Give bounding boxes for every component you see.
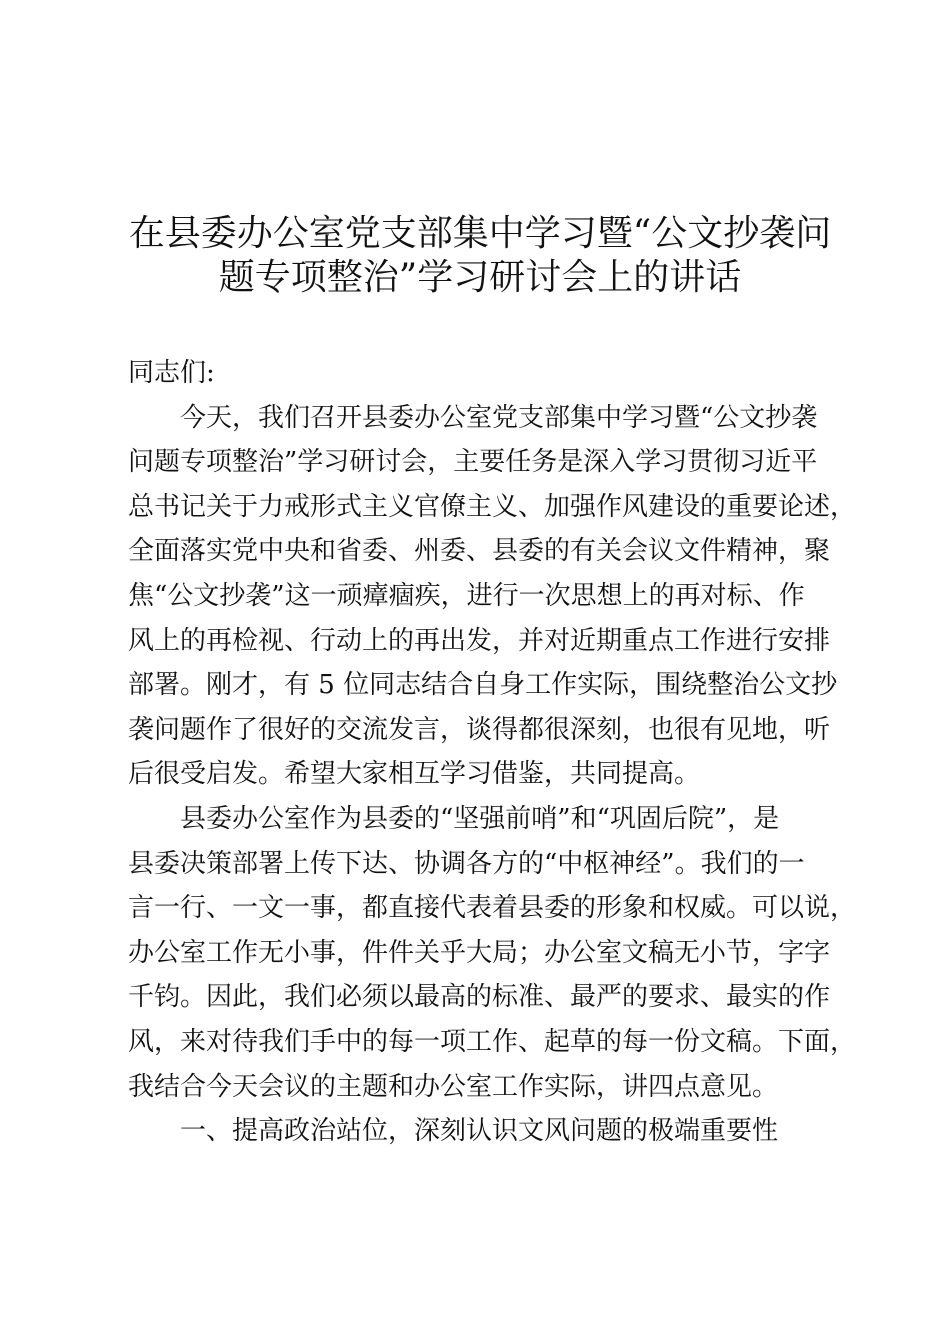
document-title	[110, 212, 850, 300]
paragraph-1-line: 今天，我们召开县委办公室党支部集中学习暨“公文抄袭	[180, 402, 818, 433]
paragraph-1-line: 问题专项整治”学习研讨会，主要任务是深入学习贯彻习近平	[128, 447, 818, 478]
paragraph-1-line: 袭问题作了很好的交流发言，谈得都很深刻，也很有见地，听	[128, 714, 831, 745]
paragraph-2-line: 言一行、一文一事，都直接代表着县委的形象和权威。可以说，	[128, 893, 857, 924]
paragraph-2-line: 县委决策部署上传下达、协调各方的“中枢神经”。我们的一	[128, 848, 805, 879]
paragraph-2-line: 我结合今天会议的主题和办公室工作实际，讲四点意见。	[128, 1071, 779, 1102]
title-line-2: 题专项整治”学习研讨会上的讲话	[218, 257, 742, 298]
paragraph-2	[128, 797, 857, 1109]
section-heading-text: 一、提高政治站位，深刻认识文风问题的极端重要性	[180, 1116, 779, 1147]
paragraph-2-line: 风，来对待我们手中的每一项工作、起草的每一份文稿。下面，	[128, 1026, 857, 1057]
paragraph-1-line: 总书记关于力戒形式主义官僚主义、加强作风建设的重要论述，	[128, 491, 857, 522]
document-body	[128, 351, 857, 1154]
paragraph-1-line: 全面落实党中央和省委、州委、县委的有关会议文件精神，聚	[128, 536, 831, 567]
salutation-text: 同志们:	[128, 358, 215, 388]
paragraph-1-line: 焦“公文抄袭”这一顽瘴痼疾，进行一次思想上的再对标、作	[128, 580, 805, 611]
paragraph-2-line: 办公室工作无小事，件件关乎大局；办公室文稿无小节，字字	[128, 937, 831, 968]
title-line-1: 在县委办公室党支部集中学习暨“公文抄袭问	[128, 213, 832, 254]
paragraph-2-line: 县委办公室作为县委的“坚强前哨”和“巩固后院”，是	[180, 803, 780, 834]
paragraph-2-line: 千钧。因此，我们必须以最高的标准、最严的要求、最实的作	[128, 982, 831, 1013]
section-heading-1	[128, 1109, 838, 1154]
paragraph-1-line: 后很受启发。希望大家相互学习借鉴，共同提高。	[128, 759, 701, 790]
paragraph-1-line: 风上的再检视、行动上的再出发，并对近期重点工作进行安排	[128, 625, 831, 656]
paragraph-1-line: 部署。刚才，有 5 位同志结合自身工作实际，围绕整治公文抄	[128, 670, 838, 701]
salutation	[128, 351, 838, 396]
paragraph-1	[128, 396, 857, 797]
